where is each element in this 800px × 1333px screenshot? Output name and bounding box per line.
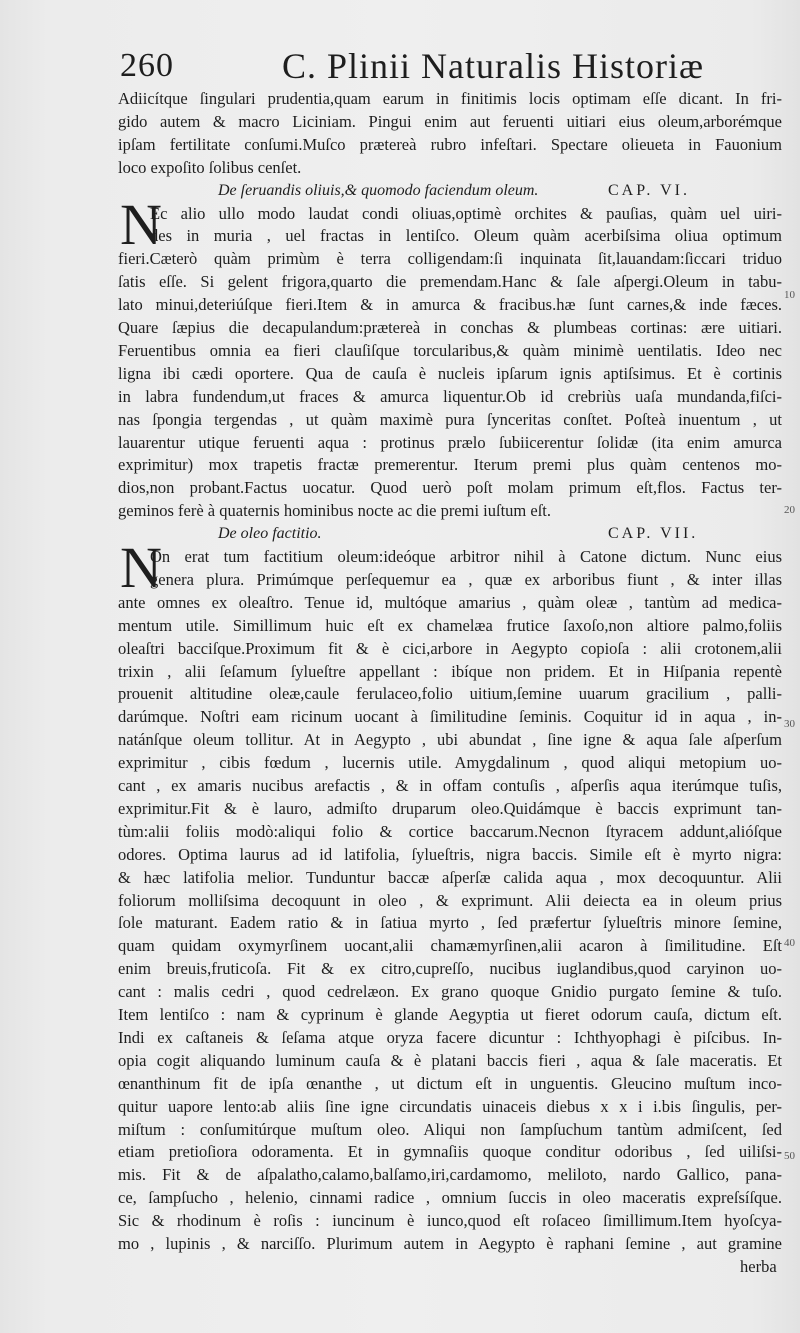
text-line: cant : malis cedri , quod cedrelæon. Ex grano quoque Gnidio purgato ſemine & tuſo. [118, 982, 782, 1002]
running-title: C. Plinii Naturalis Historiæ [282, 46, 705, 86]
text-line: Ec alio ullo modo laudat condi oliuas,optimè orchites & pauſias, quàm uel uiri- [150, 203, 782, 223]
text-line: enim breuis,fruticoſa. Fit & ex citro,cupreſſo, nucibus iuglandibus,quod caryinon uo- [118, 959, 782, 979]
chapter-title: De ſeruandis oliuis,& quomodo faciendum oleum. [218, 181, 539, 199]
text-line: foliorum molliſsima decoquunt in oleo , & exprimunt. Alii deiecta ea in oleum prius [118, 890, 782, 910]
text-line: exprimitur.Fit & è lauro, admiſto druparum oleo.Quidámque è baccis exprimunt tan- [118, 798, 782, 818]
text-line: trixin , alii ſeſamum ſylueſtre appellant : ibíque non pridem. Et in Hiſpania repentè [118, 661, 782, 681]
text-line: in labra fundendum,ut fraces & amurca liquentur.Ob id crebriùs uaſa mundanda,fiſci- [118, 386, 782, 406]
text-line: quitur uapore lento:ab aliis ſine igne circundatis uinaceis diebus x x i i.bis ſingulis, per- [118, 1096, 782, 1116]
text-line: prouenit altitudine oleæ,caule ferulaceo,folio uitium,ſemine uuarum gracilium , palli- [118, 684, 782, 704]
drop-cap: N [120, 191, 162, 257]
text-line: etiam pretioſiora odoramenta. Et in gymnaſiis quoque conditur odoribus , ſed uiliſsi- [118, 1142, 782, 1162]
text-line: & hæc latifolia melior. Tunduntur baccæ aſperſæ calida aqua , mox decoquuntur. Alii [118, 867, 782, 887]
chapter-title: De oleo factitio. [218, 525, 322, 543]
text-line: Adiicítque ſingulari prudentia,quam earum in finitimis locis optimam eſſe dicant. In fri- [118, 89, 782, 108]
chapter-number: CAP. VI. [608, 181, 690, 199]
text-line: miſtum : conſumitúrque muſtum oleo. Aliqui non ſampſuchum tantùm admiſcent, ſed [118, 1119, 782, 1139]
text-line: ce, ſampſucho , helenio, cinnami radice , omnium ſuccis in oleo maceratis expreſsíſque. [118, 1188, 782, 1208]
text-line: exprimitur) mox trapetis fractæ premerentur. Iterum premi plus quàm centenos mo- [118, 455, 782, 475]
text-line: On erat tum factitium oleum:ideóque arbitror nihil à Catone dictum. Nunc eius [150, 547, 782, 566]
chapter-heading [118, 179, 782, 203]
text-line: lauarentur utique feruenti aqua : protinus prælo ſubiicerentur ſolidæ (ita enim amurca [118, 432, 782, 452]
text-line: geminos ferè à quaternis hominibus nocte ac die premi iuſtum eſt. [118, 501, 552, 521]
text-line: loco expoſito ſolibus cenſet. [118, 157, 302, 177]
text-line: Indi ex caſtaneis & ſeſama atque oryza facere dicuntur : Ichthyophagi è piſcibus. In- [118, 1027, 782, 1047]
text-line: œnanthinum fit de ipſa œnanthe , ut dictum eſt in unguentis. Gleucino muſtum inco- [118, 1073, 782, 1093]
text-line: mo , lupinis , & narciſſo. Plurimum autem in Aegypto è raphani ſemine , aut gramine [118, 1234, 782, 1253]
drop-cap: N [120, 535, 162, 600]
page-number: 260 [120, 47, 174, 84]
margin-line-number: 20 [784, 504, 795, 516]
margin-line-number: 10 [784, 289, 795, 301]
text-line: dios,non probant.Factus uocatur. Quod uerò poſt molam primum eſt,flos. Factus ter- [118, 478, 782, 498]
text-line: exprimitur , cibis fœdum , lucernis utile. Amygdalinum , quod aliqui metopium uo- [118, 753, 782, 773]
text-line: cant , ex amaris nucibus arefactis , & in offam contuſis , aſperſis aqua iterúmque tuſis, [118, 776, 782, 795]
text-line: des in muria , uel fractas in lentiſco. Oleum quàm acerbiſsima oliua optimum [150, 226, 782, 246]
text-line: lato minui,deteriúſque fieri.Item & in amurca & fracibus.hæ ſunt carnes,& inde fæces. [118, 295, 782, 315]
text-line: darúmque. Noſtri eam ricinum uocant à ſimilitudine ſeminis. Coquitur id in aqua , in- [118, 707, 782, 727]
text-line: ligna ibi cædi oportere. Qua de cauſa è nucleis ipſarum ignis aptiſsimus. Et è cortinis [118, 363, 782, 383]
margin-line-number: 30 [784, 718, 795, 730]
page-header [120, 46, 800, 94]
text-line: ante omnes ex oleaſtro. Tenue id, multóque amarius , quàm oleæ , tantùm ad medica- [118, 592, 782, 612]
text-line: ſatis eſſe. Si gelent frigora,quarto die premendam.Hanc & ſale aſpergi.Oleum in tabu- [118, 272, 782, 292]
text-line: genera plura. Primúmque perſequemur ea , quæ ex arboribus fiunt , & inter illas [150, 569, 782, 589]
text-line: ipſam fertilitate conſumi.Muſco prætereà rubro infeſtari. Spectare olieueta in Fauonium [118, 134, 782, 154]
text-line: tùm:alii foliis modò:aliqui folio & cortice baccarum.Necnon ſtyracem addunt,alióſque [118, 821, 782, 841]
text-line: Quare ſæpius die decapulandum:prætereà in conchas & plumbeas cortinas: ære uitiari. [118, 318, 782, 337]
text-line: natánſque oleum tollitur. At in Aegypto , ubi abundat , ſine igne & aqua ſale aſperſum [118, 730, 782, 750]
text-line: opia cogit aliquando luminum cauſa & è platani baccis fieri , aqua & ſale maceratis. Et [118, 1050, 782, 1070]
text-line: Feruentibus omnia ea fieri clauſiſque torcularibus,& quàm minimè uentilatis. Ideo nec [118, 340, 782, 360]
margin-line-number: 40 [784, 937, 795, 949]
chapter-number: CAP. VII. [608, 525, 699, 543]
text-line: mis. Fit & de aſpalatho,calamo,balſamo,iri,cardamomo, meliloto, nardo Gallico, pana- [118, 1165, 782, 1185]
text-line: quam quidam oxymyrſinem uocant,alii chamæmyrſinen,alii acaron à ſimilitudine. Eſt [118, 936, 782, 956]
chapter-heading [118, 522, 782, 546]
margin-line-number: 50 [784, 1150, 795, 1162]
text-line: gido autem & macro Liciniam. Pingui enim aut feruenti uitiari eius oleum,arborémque [118, 111, 782, 131]
text-line: oleaſtri bacciſque.Proximum fit & è cici,arbore in Aegypto copioſa : alii crotonem,alii [118, 638, 782, 658]
text-line: Sic & rhodinum è roſis : iuncinum è iunco,quod eſt roſaceo ſimillimum.Item hyoſcya- [118, 1211, 782, 1231]
text-line: nas ſpongia tergendas , ut quàm maximè pura ſynceritas conſtet. Poſteà inuentum , ut [118, 409, 782, 429]
text-line: Item lentiſco : nam & cyprinum è glande Aegyptia ut fieret odorum cauſa, dictum eſt. [118, 1005, 782, 1024]
text-line: odores. Optima laurus ad id latifolia, ſylueſtris, nigra baccis. Simile eſt è myrto nigra: [118, 844, 782, 864]
catchword: herba [740, 1256, 777, 1276]
text-line: fieri.Cæterò quàm primùm è terra colligendam:ſi inquinata ſit,lauandam:ſiccari triduo [118, 249, 782, 269]
text-line: ſole maturant. Eadem ratio & in ſatiua myrto , ſed præfertur ſylueſtris minore ſemine, [118, 913, 782, 933]
text-line: mentum utile. Simillimum huic eſt ex chamelæa frutice ſaxoſo,non altiore palmo,foliis [118, 615, 782, 635]
